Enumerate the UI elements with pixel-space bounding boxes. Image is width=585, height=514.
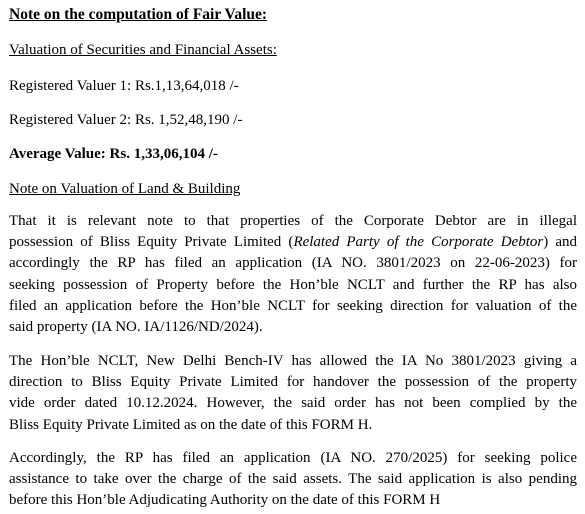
para3-line1: Accordingly, the RP has filed an application (IA NO. 270/2025) for seeking police [9, 450, 577, 466]
average-value-line: Average Value: Rs. 1,33,06,104 /- [9, 146, 218, 162]
para2-line2: direction to Bliss Equity Private Limited for handover the possession of the property [9, 374, 577, 391]
para1-line3: accordingly the RP has filed an application (IA NO. 3801/2023 on 22-06-2023) for [9, 255, 577, 272]
para1-line2-start: possession of Bliss Equity Private Limited ( [9, 234, 294, 251]
para1-line2 [9, 232, 577, 253]
para2-line4: Bliss Equity Private Limited as on the date of this FORM H. [9, 416, 373, 433]
securities-heading: Valuation of Securities and Financial Assets: [9, 42, 277, 58]
para2-line3: vide order dated 10.12.2024. However, the said order has not been complied by the [9, 395, 577, 412]
para1-line2-end: ) and [543, 234, 578, 251]
valuer-1-line: Registered Valuer 1: Rs.1,13,64,018 /- [9, 78, 239, 94]
para1-line4: seeking possession of Property before the Hon’ble NCLT and further the RP has also [9, 276, 577, 293]
paragraph-land-possession [9, 211, 577, 338]
paragraph-police-assistance [9, 448, 577, 512]
para3-line3: before this Hon’ble Adjudicating Authority on the date of this FORM H [9, 492, 441, 509]
para3-line2: assistance to take over the charge of the said assets. The said application is also pending [9, 471, 577, 488]
para1-line5: filed an application before the Hon’ble NCLT for seeking direction for valuation of the [9, 297, 577, 314]
para2-line1: The Hon’ble NCLT, New Delhi Bench-IV has allowed the IA No 3801/2023 giving a [9, 353, 577, 369]
paragraph-nclt-order [9, 351, 577, 436]
related-party-italic: Related Party of the Corporate Debtor [293, 234, 544, 251]
valuer-2-line: Registered Valuer 2: Rs. 1,52,48,190 /- [9, 112, 243, 128]
page-title: Note on the computation of Fair Value: [9, 6, 268, 23]
land-building-heading: Note on Valuation of Land & Building [9, 181, 241, 197]
para1-line6: said property (IA NO. IA/1126/ND/2024). [9, 319, 263, 336]
para1-line1: That it is relevant note to that properties of the Corporate Debtor are in illegal [9, 213, 577, 229]
